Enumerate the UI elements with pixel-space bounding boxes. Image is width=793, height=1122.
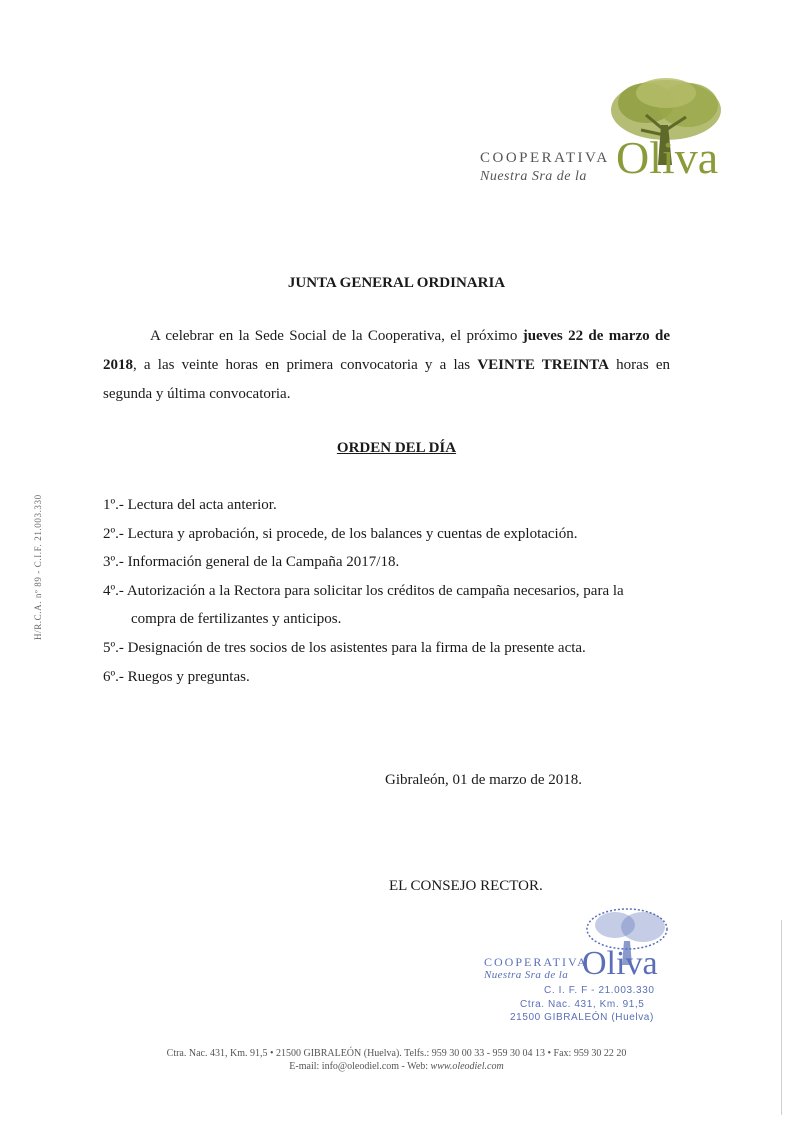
stamp-cooperativa-text: COOPERATIVA bbox=[484, 955, 588, 969]
agenda-item-continuation: compra de fertilizantes y anticipos. bbox=[131, 611, 342, 628]
footer-address: Ctra. Nac. 431, Km. 91,5 • 21500 GIBRALEÓN (Huelva). Telfs.: 959 30 00 33 - 959 30 04 13 • Fax: 959 30 22 20 bbox=[166, 1048, 627, 1059]
cooperativa-stamp bbox=[482, 905, 672, 1025]
footer-web: www.oleodiel.com bbox=[430, 1061, 504, 1072]
logo-brand: Oliva bbox=[616, 132, 719, 183]
agenda-item: 4º.- Autorización a la Rectora para solicitar los créditos de campaña necesarios, para la bbox=[103, 582, 624, 599]
scan-edge-line bbox=[781, 920, 782, 1115]
logo-cooperativa-text: COOPERATIVA bbox=[480, 150, 610, 166]
document-date: Gibraleón, 01 de marzo de 2018. bbox=[385, 772, 583, 788]
agenda-item: 5º.- Designación de tres socios de los asistentes para la firma de la presente acta. bbox=[103, 639, 586, 656]
side-registration: H/R.C.A. nº 89 - C.I.F. 21.003.330 bbox=[33, 494, 43, 640]
document-title: JUNTA GENERAL ORDINARIA bbox=[287, 275, 506, 291]
meeting-date: jueves 22 de marzo de 2018 bbox=[103, 328, 670, 373]
stamp-city: 21500 GIBRALEÓN (Huelva) bbox=[510, 1012, 654, 1023]
agenda-list bbox=[103, 491, 670, 691]
second-call-time: VEINTE TREINTA bbox=[477, 357, 609, 373]
stamp-address: Ctra. Nac. 431, Km. 91,5 bbox=[520, 999, 645, 1010]
stamp-cif: C. I. F. F - 21.003.330 bbox=[544, 985, 655, 996]
intro-paragraph bbox=[103, 322, 670, 409]
agenda-item: 1º.- Lectura del acta anterior. bbox=[103, 497, 277, 513]
logo-subtitle: Nuestra Sra de la bbox=[480, 169, 587, 184]
agenda-item: 3º.- Información general de la Campaña 2017/18. bbox=[103, 554, 400, 571]
intro-text-2: , a las veinte horas en primera convocatoria y a las bbox=[133, 357, 478, 373]
agenda-item: 6º.- Ruegos y preguntas. bbox=[103, 668, 250, 685]
footer-contact bbox=[0, 1061, 793, 1072]
agenda-item: 2º.- Lectura y aprobación, si procede, de los balances y cuentas de explotación. bbox=[103, 525, 578, 542]
stamp-subtitle: Nuestra Sra de la bbox=[484, 969, 569, 981]
cooperativa-logo bbox=[478, 75, 733, 195]
footer-email: E-mail: info@oleodiel.com - Web: bbox=[289, 1061, 431, 1072]
intro-text-1: A celebrar en la Sede Social de la Cooperativa, el próximo bbox=[150, 328, 523, 344]
signer: EL CONSEJO RECTOR. bbox=[389, 878, 543, 894]
agenda-title: ORDEN DEL DÍA bbox=[336, 440, 457, 456]
intro-text-3: horas en segunda y última convocatoria. bbox=[103, 357, 670, 402]
stamp-brand: Oliva bbox=[582, 945, 658, 982]
